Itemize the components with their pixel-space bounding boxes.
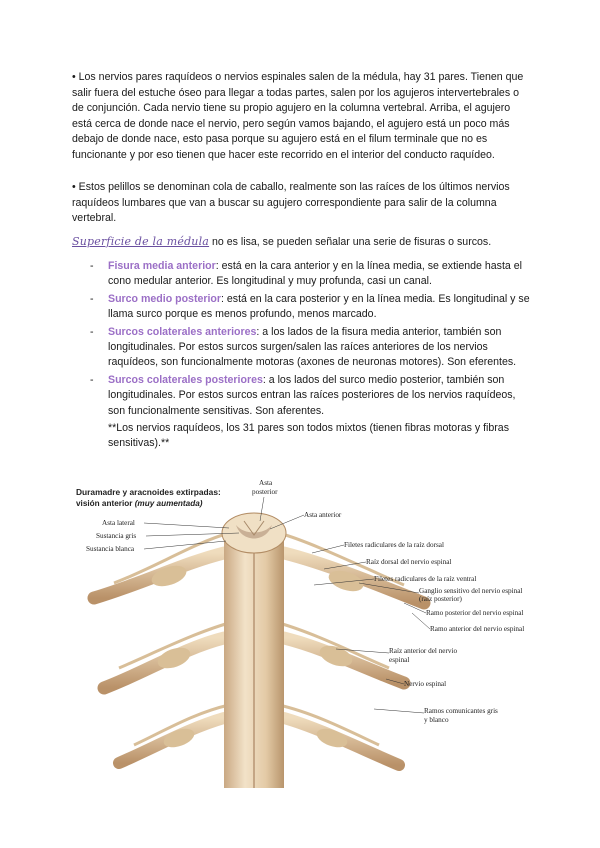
list-item xyxy=(90,292,530,323)
list-text: : está en la cara posterior y en la línea media. Es longitudinal y se llama surco porque es menos profundo, menos marcado. xyxy=(108,292,530,321)
list-item xyxy=(90,325,530,371)
figure-subtitle-prefix: visión anterior xyxy=(76,499,135,508)
spinal-cord-svg xyxy=(74,473,554,793)
spinal-cord xyxy=(222,513,286,788)
list-term: Surcos colaterales posteriores xyxy=(108,373,263,386)
list-dash: - xyxy=(90,373,94,386)
list-item xyxy=(90,373,530,419)
list-dash: - xyxy=(90,325,94,338)
figure-subtitle xyxy=(76,499,203,508)
list-term: Fisura media anterior xyxy=(108,260,216,272)
label-filetes-dorsal: Filetes radiculares de la raíz dorsal xyxy=(344,541,444,549)
list-item xyxy=(90,259,530,290)
list-text: : a los lados del surco medio posterior, también son longitudinales. Por estos surcos entran las raíces posteriores de los nervios raquídeos, son funcionalmente sensitivas. Son aferentes. xyxy=(108,373,516,417)
label-nervio-espinal: Nervio espinal xyxy=(404,680,447,688)
list-dash: - xyxy=(90,260,94,272)
surcos-list xyxy=(90,259,530,452)
label-filetes-ventral: Filetes radiculares de la raíz ventral xyxy=(374,575,477,583)
label-ramo-anterior: Ramo anterior del nervio espinal xyxy=(430,625,525,633)
paragraph-nervios-raquideos: • Los nervios pares raquídeos o nervios espinales salen de la médula, hay 31 pares. Tienen que salir fuera del estuche óseo para llegar a todas partes, salen por los agujeros intervertebrales o de conjunción. Cada nervio tiene su propio agujero en la columna vertebral. Arriba, el agujero está cerca de donde nace el nervio, pero según vamos bajando, el agujero está un poco más debajo de donde nace, esto pasa porque su agujero está en el filum terminale que no es funcionante y por eso tienen que hacer este recorrido en el interior del conducto raquídeo. xyxy=(72,71,524,161)
handwritten-title: Superficie de la médula xyxy=(72,235,210,248)
label-sustancia-gris: Sustancia gris xyxy=(96,532,137,540)
label-ganglio-1: Ganglio sensitivo del nervio espinal xyxy=(419,587,523,595)
label-ramos-comunicantes-2: y blanco xyxy=(424,716,449,724)
label-ramo-posterior: Ramo posterior del nervio espinal xyxy=(426,609,524,617)
label-raiz-anterior-1: Raíz anterior del nervio xyxy=(389,647,458,655)
figure-subtitle-italic: (muy aumentada) xyxy=(134,499,203,508)
label-asta-posterior-1: Asta xyxy=(259,479,273,487)
section-intro: no es lisa, se pueden señalar una serie de fisuras o surcos. xyxy=(209,236,492,248)
spinal-cord-illustration xyxy=(74,473,554,793)
list-text: : a los lados de la fisura media anterior, también son longitudinales. Por estos surcos surgen/salen las raíces anteriores de los nervios raquídeos, son funcionalmente motoras (axones de neuronas motores). Son eferentes. xyxy=(108,325,517,369)
label-raiz-dorsal: Raíz dorsal del nervio espinal xyxy=(366,558,452,566)
paragraph-cola-de-caballo: • Estos pelillos se denominan cola de caballo, realmente son las raíces de los últimos nervios raquídeos lumbares que van a buscar su agujero correspondiente para salir de la columna vertebral. xyxy=(72,181,510,225)
list-term: Surcos colaterales anteriores xyxy=(108,325,257,338)
label-raiz-anterior-2: espinal xyxy=(389,656,410,664)
list-term: Surco medio posterior xyxy=(108,292,222,305)
label-asta-posterior-2: posterior xyxy=(252,488,278,496)
label-asta-anterior: Asta anterior xyxy=(304,511,342,519)
label-sustancia-blanca: Sustancia blanca xyxy=(86,545,135,553)
label-asta-lateral: Asta lateral xyxy=(102,519,135,527)
figure-title: Duramadre y aracnoides extirpadas: xyxy=(76,487,221,497)
mixed-nerves-note: **Los nervios raquídeos, los 31 pares son todos mixtos (tienen fibras motoras y fibras sensitivas).** xyxy=(108,422,509,450)
list-text: : está en la cara anterior y en la línea media, se extiende hasta el cono medular anterior. Es longitudinal y muy profunda, casi un canal. xyxy=(108,260,522,288)
section-heading-line xyxy=(72,234,532,250)
label-ramos-comunicantes-1: Ramos comunicantes gris xyxy=(424,707,498,715)
label-ganglio-2: (raíz posterior) xyxy=(419,595,462,603)
list-dash: - xyxy=(90,292,94,305)
